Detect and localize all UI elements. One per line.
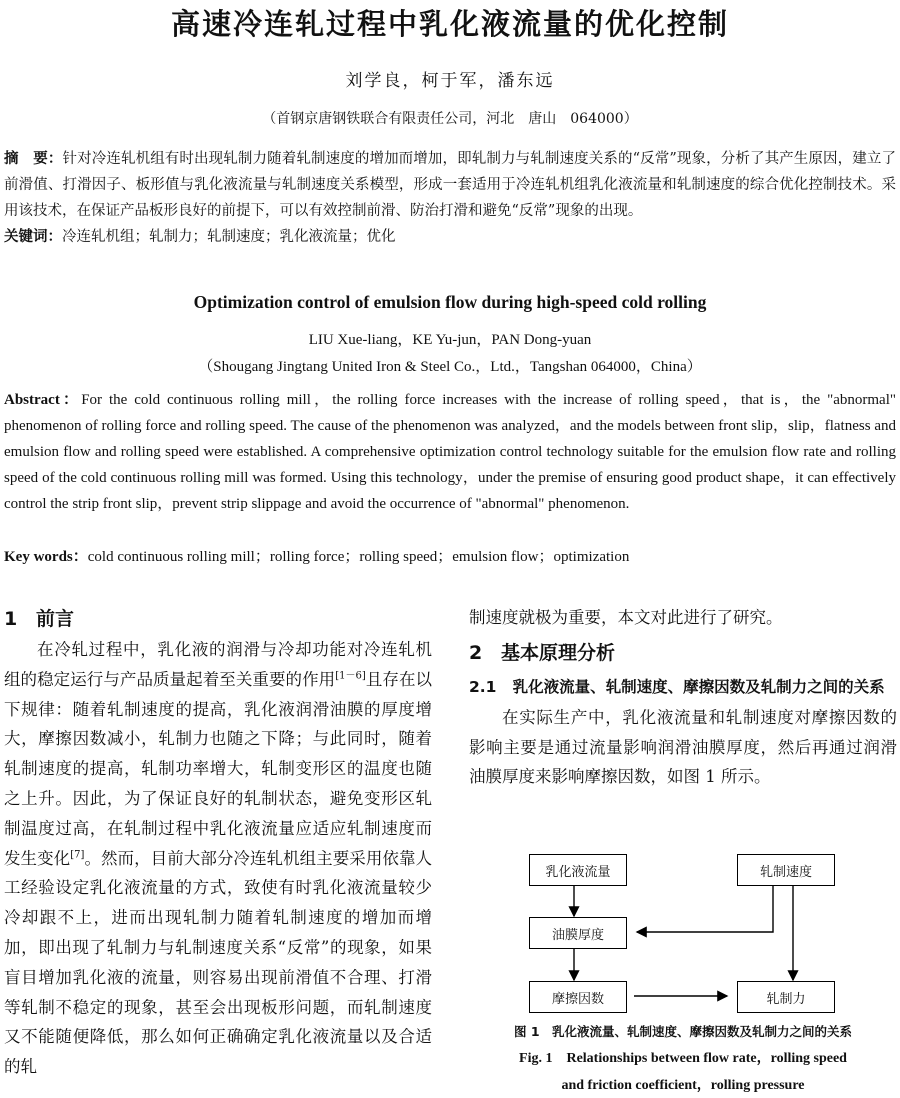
arrow-speed-to-film (637, 886, 773, 932)
section-1-text-b: 且存在以下规律：随着轧制速度的提高，乳化液润滑油膜的厚度增大，摩擦因数减小，轧制力也随之下降；与此同时，随着轧制速度的提高，轧制功率增大，轧制变形区的温度也随之上升。因此，为了保证良好的轧制状态，避免变形区轧制温度过高，在轧制过程中乳化液流量应适应轧制速度而发生变化 (4, 669, 433, 868)
affiliation-en: （Shougang Jingtang United Iron & Steel Co.，Ltd.，Tangshan 064000，China） (198, 359, 702, 375)
right-column (469, 603, 897, 792)
citation-1-6: [1－6] (335, 670, 366, 682)
subsection-2-1-heading (469, 673, 897, 701)
abstract-en-label: Abstract： (4, 392, 82, 408)
abstract-en-text: For the cold continuous rolling mill，the rolling force increases with the increase of rolling speed，that is，the "abnormal" phenomenon of rolling force and rolling speed. The cause of the phenomenon was analyzed，and the models between front slip，slip，flatness and emulsion flow and rolling speed were established. A comprehensive optimization control technology suitable for the emulsion flow rate and rolling speed of the cold continuous rolling mill was formed. Using this technology，under the premise of ensuring good product shape，it can effectively control the strip front slip，prevent strip slippage and avoid the occurrence of "abnormal" phenomenon. (4, 392, 896, 512)
abstract-cn-label: 摘 要： (4, 151, 63, 167)
left-column (4, 603, 432, 1082)
section-2-number: 2 (469, 641, 483, 664)
citation-7: [7] (70, 849, 85, 861)
figure-1-caption-en-line2: and friction coefficient，rolling pressure (561, 1078, 805, 1093)
section-1-heading (4, 603, 432, 635)
keywords-en-text: cold continuous rolling mill；rolling force；rolling speed；emulsion flow；optimization (87, 549, 630, 565)
section-1-title: 前言 (36, 608, 75, 630)
authors-en: LIU Xue-liang，KE Yu-jun，PAN Dong-yuan (308, 332, 592, 348)
keywords-cn (4, 224, 896, 250)
abstract-en (4, 387, 896, 517)
keywords-cn-label: 关键词： (4, 229, 62, 245)
keywords-cn-text: 冷连轧机组；轧制力；轧制速度；乳化液流量；优化 (62, 229, 396, 245)
box-emulsion-flow: 乳化液流量 (529, 854, 627, 886)
box-friction-coefficient: 摩擦因数 (529, 981, 627, 1013)
keywords-en (4, 544, 896, 570)
paper-title-en: Optimization control of emulsion flow during high-speed cold rolling (193, 292, 707, 312)
figure-1-diagram (469, 852, 897, 1024)
section-1-text-c: 。然而，目前大部分冷连轧机组主要采用依靠人工经验设定乳化液流量的方式，致使有时乳化液流量较少冷却跟不上，进而出现轧制力随着轧制速度的增加而增加，即出现了轧制力与轧制速度关系“反常”的现象，如果盲目增加乳化液的流量，则容易出现前滑值不合理、打滑等轧制不稳定的现象，甚至会出现板形问题，而轧制速度又不能随便降低，那么如何正确确定乳化液流量以及合适的轧 (4, 848, 433, 1077)
figure-1-caption-en-line1: Fig. 1 Relationships between flow rate，rolling speed (519, 1051, 847, 1066)
section-2-title: 基本原理分析 (501, 641, 616, 664)
keywords-en-label: Key words： (4, 549, 88, 565)
figure-1-caption-cn: 图 1 乳化液流量、轧制速度、摩擦因数及轧制力之间的关系 (513, 1024, 853, 1039)
section-1-continuation: 制速度就极为重要，本文对此进行了研究。 (469, 608, 783, 627)
section-1-number: 1 (4, 608, 18, 630)
section-1-paragraph (4, 635, 432, 1082)
subsection-2-1-number: 2.1 (469, 677, 497, 696)
box-rolling-force: 轧制力 (737, 981, 835, 1013)
section-1-text-a: 在冷轧过程中，乳化液的润滑与冷却功能对冷连轧机组的稳定运行与产品质量起着至关重要的作用 (4, 640, 432, 689)
abstract-cn (4, 146, 896, 224)
box-rolling-speed: 轧制速度 (737, 854, 835, 886)
section-2-heading (469, 637, 897, 669)
subsection-2-1-title: 乳化液流量、轧制速度、摩擦因数及轧制力之间的关系 (512, 677, 885, 696)
authors-cn: 刘学良，柯于军，潘东远 (345, 71, 555, 91)
subsection-2-1-paragraph: 在实际生产中，乳化液流量和轧制速度对摩擦因数的影响主要是通过流量影响润滑油膜厚度，然后再通过润滑油膜厚度来影响摩擦因数，如图 1 所示。 (469, 707, 897, 787)
box-oil-film-thickness: 油膜厚度 (529, 917, 627, 949)
paper-title-cn: 高速冷连轧过程中乳化液流量的优化控制 (170, 7, 729, 41)
affiliation-cn: （首钢京唐钢铁联合有限责任公司，河北 唐山 064000） (262, 111, 638, 127)
abstract-cn-text: 针对冷连轧机组有时出现轧制力随着轧制速度的增加而增加，即轧制力与轧制速度关系的“反常”现象，分析了其产生原因，建立了前滑值、打滑因子、板形值与乳化液流量与轧制速度关系模型，形成一套适用于冷连轧机组乳化液流量和轧制速度的综合优化控制技术。采用该技术，在保证产品板形良好的前提下，可以有效控制前滑、防治打滑和避免“反常”现象的出现。 (4, 151, 897, 219)
